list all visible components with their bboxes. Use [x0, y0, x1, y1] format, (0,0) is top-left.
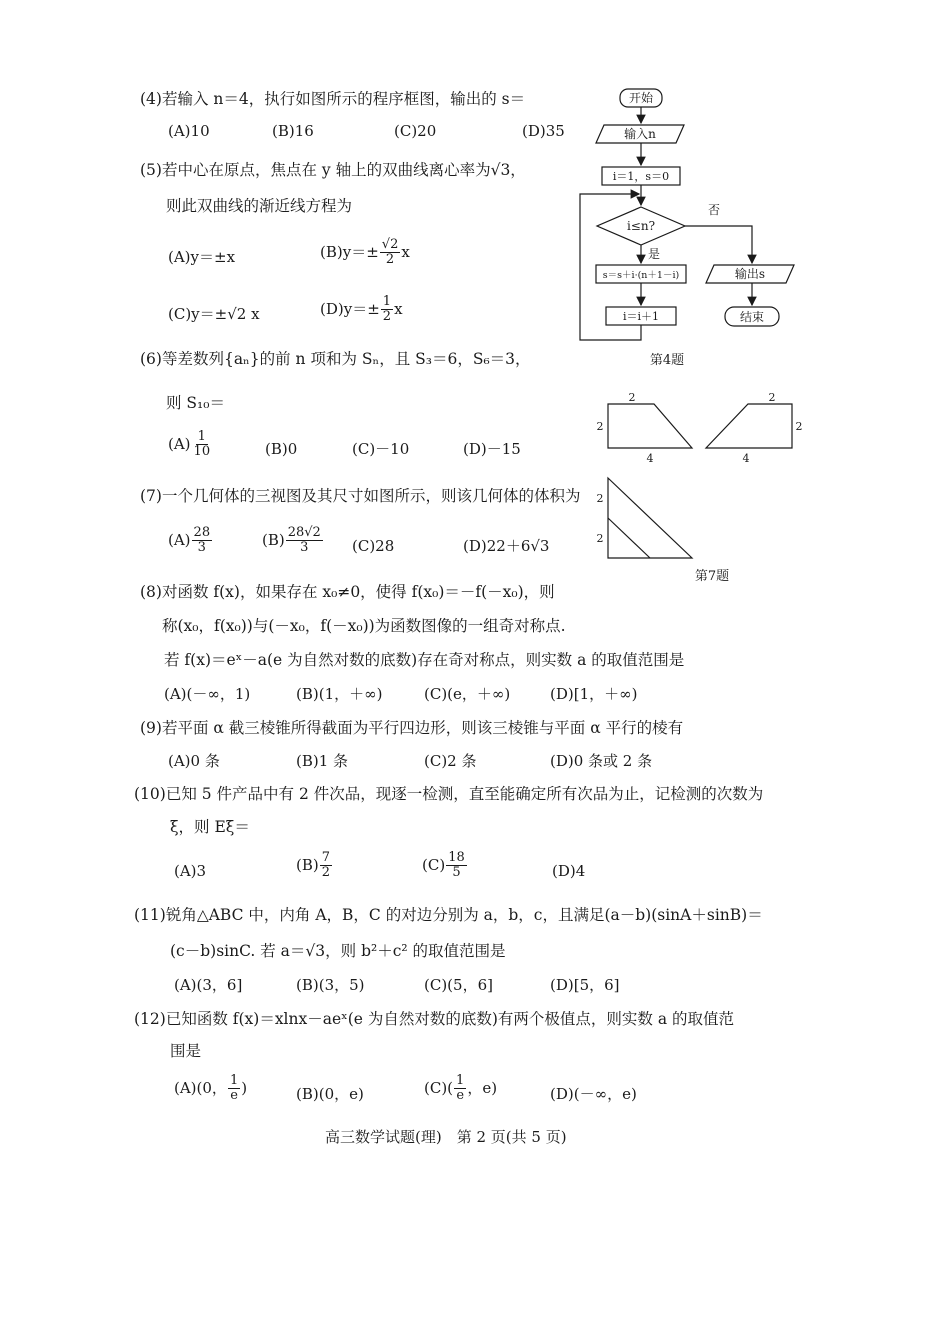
flow-end-text: 结束 [739, 310, 765, 324]
fraction-numerator: 1 [197, 429, 206, 444]
q12-option-a-fraction [228, 1074, 240, 1102]
q7-option-d: (D)22＋6√3 [463, 537, 550, 555]
q9-option-a: (A)0 条 [168, 752, 220, 770]
q4-option-a: (A)10 [168, 122, 210, 140]
q4-stem: (4)若输入 n＝4，执行如图所示的程序框图，输出的 s＝ [140, 90, 526, 108]
q10-stem: (10)已知 5 件产品中有 2 件次品，现逐一检测，直至能确定所有次品为止，记检测的次数为 [134, 785, 764, 803]
fraction-denominator: 10 [193, 443, 211, 459]
fraction-denominator: 2 [385, 251, 395, 267]
flow-update-text: s＝s＋i·(n＋1－i) [602, 270, 680, 281]
q12-option-b: (B)(0，e) [296, 1085, 364, 1103]
q5-option-a: (A)y＝±x [168, 248, 236, 266]
q6-option-c: (C)－10 [352, 440, 410, 458]
q5-option-b-label: (B)y＝± [320, 242, 379, 261]
q10-option-c [422, 851, 468, 879]
q4-option-b: (B)16 [272, 122, 314, 140]
fraction-numerator: 1 [456, 1073, 465, 1088]
q9-option-b: (B)1 条 [296, 752, 349, 770]
flow-input-text: 输入n [624, 127, 656, 141]
q8-stem-3: 若 f(x)＝eˣ－a(e 为自然对数的底数)存在奇对称点，则实数 a 的取值范围是 [164, 651, 685, 669]
top-view-shape [608, 478, 692, 558]
q7-option-c: (C)28 [352, 537, 395, 555]
q11-option-a: (A)(3，6] [174, 976, 243, 994]
q10-option-b-fraction [320, 851, 332, 879]
q6-stem: (6)等差数列{aₙ}的前 n 项和为 Sₙ，且 S₃＝6，S₆＝3， [140, 350, 531, 368]
top-left-dim-1: 2 [596, 492, 604, 505]
fraction-numerator: 28 [193, 525, 211, 540]
fraction-numerator: 28√2 [287, 525, 321, 540]
q7-option-b-label: (B) [262, 530, 285, 549]
flow-output-text: 输出s [734, 267, 766, 281]
fraction-numerator: √2 [381, 237, 399, 252]
q12-option-c-label: (C)( [424, 1078, 454, 1097]
side-right-dim: 2 [795, 420, 803, 433]
q6-option-a-label: (A) [168, 434, 191, 453]
flow-no-line [685, 226, 752, 263]
q6-option-a-fraction [192, 430, 213, 458]
q10-option-d: (D)4 [552, 862, 586, 880]
q6-option-a [168, 430, 213, 458]
q12-stem-2: 围是 [170, 1042, 202, 1060]
q11-stem: (11)锐角△ABC 中，内角 A，B，C 的对边分别为 a，b，c，且满足(a－b)(sinA＋sinB)＝ [134, 906, 763, 924]
front-top-dim: 2 [628, 391, 636, 404]
q10-option-c-label: (C) [422, 855, 446, 874]
q5-option-d-fraction [381, 295, 393, 323]
side-bottom-dim: 4 [742, 452, 750, 465]
q11-option-c: (C)(5，6] [424, 976, 493, 994]
side-top-dim: 2 [768, 391, 776, 404]
flow-cond-text: i≤n? [626, 219, 656, 233]
q7-stem: (7)一个几何体的三视图及其尺寸如图所示，则该几何体的体积为 [140, 487, 581, 505]
q9-option-d: (D)0 条或 2 条 [550, 752, 653, 770]
q7-option-a [168, 526, 213, 554]
q7-option-b [262, 526, 324, 554]
q5-option-d [320, 295, 403, 323]
q11-option-b: (B)(3，5) [296, 976, 365, 994]
q8-option-d: (D)[1，＋∞) [550, 685, 638, 703]
q10-option-b [296, 851, 333, 879]
fraction-tail: x [394, 299, 403, 318]
flowchart-figure [570, 82, 810, 372]
fig7-caption: 第7题 [694, 569, 730, 584]
fig4-caption: 第4题 [649, 353, 685, 368]
fraction-tail: ，e) [467, 1078, 498, 1097]
q12-option-d: (D)(－∞，e) [550, 1085, 637, 1103]
q5-option-b [320, 238, 410, 266]
three-view-figure [596, 390, 816, 590]
q12-option-c-fraction [454, 1074, 466, 1102]
q4-option-c: (C)20 [394, 122, 437, 140]
flow-yes-label: 是 [648, 247, 661, 261]
fraction-denominator: 3 [300, 539, 309, 555]
fraction-denominator: e [230, 1087, 238, 1103]
q7-option-a-fraction [192, 526, 213, 554]
q12-option-a-label: (A)(0， [174, 1078, 227, 1097]
fraction-numerator: 7 [321, 850, 331, 865]
q6-option-b: (B)0 [265, 440, 298, 458]
flow-init-text: i＝1，s＝0 [612, 170, 670, 183]
flow-no-label: 否 [708, 203, 721, 217]
q7-option-b-fraction [286, 526, 323, 554]
q12-option-c [424, 1074, 497, 1102]
fraction-denominator: 5 [452, 864, 461, 880]
q6-option-d: (D)－15 [463, 440, 521, 458]
q5-stem: (5)若中心在原点，焦点在 y 轴上的双曲线离心率为√3， [140, 161, 526, 179]
q11-stem-2: (c－b)sinC. 若 a＝√3，则 b²＋c² 的取值范围是 [170, 942, 506, 960]
fraction-numerator: 1 [382, 294, 392, 309]
q9-stem: (9)若平面 α 截三棱锥所得截面为平行四边形，则该三棱锥与平面 α 平行的棱有 [140, 719, 684, 737]
fraction-denominator: 2 [321, 864, 331, 880]
q8-option-c: (C)(e，＋∞) [424, 685, 511, 703]
q5-option-b-fraction [380, 238, 401, 266]
q6-stem-2: 则 S₁₀＝ [166, 394, 225, 412]
front-view-shape [608, 404, 692, 448]
q5-stem-2: 则此双曲线的渐近线方程为 [166, 197, 353, 215]
front-bottom-dim: 4 [646, 452, 654, 465]
q4-option-d: (D)35 [522, 122, 565, 140]
side-view-shape [706, 404, 792, 448]
fraction-tail: ) [241, 1078, 248, 1097]
top-view-line-1 [608, 518, 650, 558]
fraction-denominator: e [456, 1087, 465, 1103]
q5-option-c: (C)y＝±√2 x [168, 305, 260, 323]
q7-option-a-label: (A) [168, 530, 191, 549]
q11-option-d: (D)[5，6] [550, 976, 620, 994]
q8-option-b: (B)(1，＋∞) [296, 685, 383, 703]
q9-option-c: (C)2 条 [424, 752, 477, 770]
q12-option-a [174, 1074, 247, 1102]
fraction-numerator: 18 [448, 850, 465, 865]
q8-stem: (8)对函数 f(x)，如果存在 x₀≠0，使得 f(x₀)＝－f(－x₀)，则 [140, 583, 555, 601]
top-left-dim-2: 2 [596, 532, 604, 545]
front-left-dim: 2 [596, 420, 604, 433]
q12-stem: (12)已知函数 f(x)＝xlnx－aeˣ(e 为自然对数的底数)有两个极值点，则实数 a 的取值范 [134, 1010, 735, 1028]
q10-option-a: (A)3 [174, 862, 207, 880]
q10-stem-2: ξ，则 Eξ＝ [170, 818, 250, 836]
flow-start-text: 开始 [628, 91, 654, 105]
q10-option-b-label: (B) [296, 855, 319, 874]
q8-option-a: (A)(－∞，1) [164, 685, 251, 703]
q10-option-c-fraction [446, 851, 467, 879]
fraction-denominator: 2 [382, 308, 392, 324]
fraction-numerator: 1 [229, 1073, 239, 1088]
q5-option-d-label: (D)y＝± [320, 299, 380, 318]
page-footer: 高三数学试题(理) 第 2 页(共 5 页) [325, 1128, 567, 1146]
fraction-denominator: 3 [197, 539, 206, 555]
fraction-tail: x [401, 242, 410, 261]
flow-inc-text: i＝i＋1 [622, 310, 660, 323]
q8-stem-2: 称(x₀，f(x₀))与(－x₀，f(－x₀))为函数图像的一组奇对称点. [162, 617, 566, 635]
